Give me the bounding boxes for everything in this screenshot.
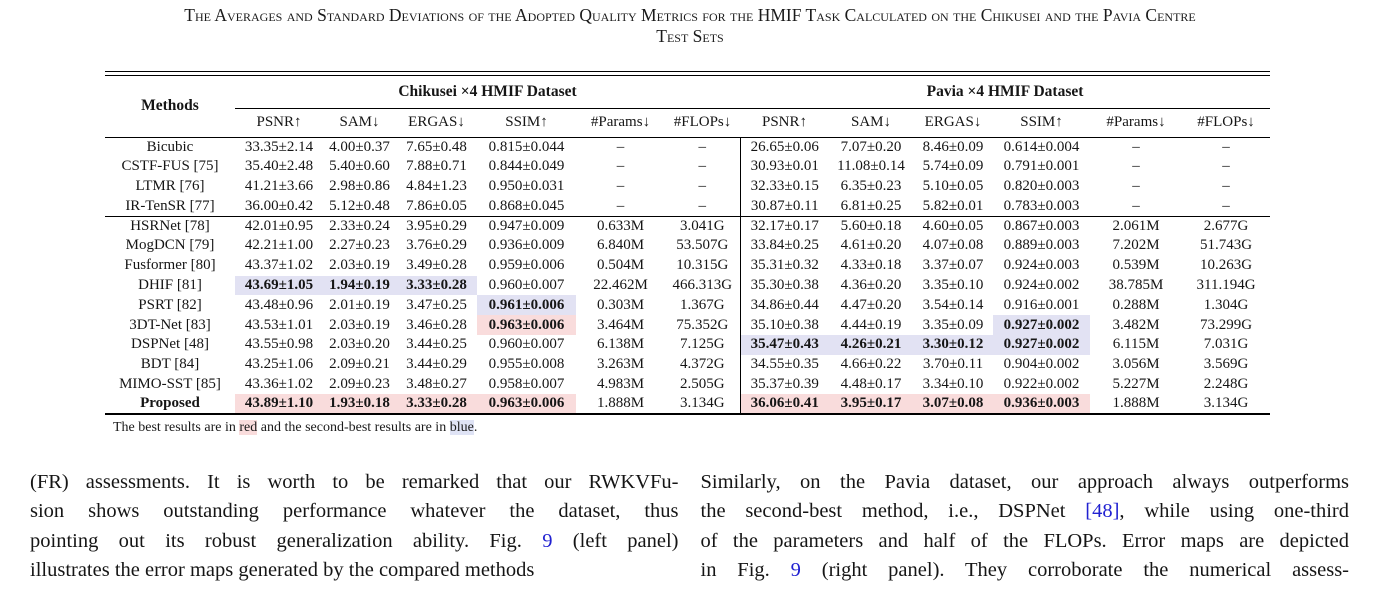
metric-value-cell: 0.958±0.007 [488, 375, 565, 392]
method-name-cell: Fusformer [80] [124, 257, 216, 274]
metric-value-cell: 0.614±0.004 [1003, 138, 1080, 155]
metric-value-cell: 7.031G [1203, 336, 1249, 353]
metric-value-cell: 36.06±0.41 [740, 394, 829, 414]
metric-header-row [105, 108, 1270, 137]
results-table-wrap [105, 71, 1270, 415]
metric-value-cell: – [698, 138, 706, 155]
metric-value-cell: 1.93±0.18 [323, 394, 396, 414]
metric-value-cell: 43.48±0.96 [244, 296, 314, 313]
metric-value-cell: 0.936±0.003 [993, 394, 1090, 414]
footnote-blue-sample: blue [449, 420, 474, 436]
metric-value-cell: 2.061M [1112, 217, 1160, 234]
table-body [105, 137, 1270, 414]
metric-value-cell: – [1222, 138, 1230, 155]
body-text-line [30, 468, 679, 497]
table-row [105, 216, 1270, 236]
metric-value-cell: 4.47±0.20 [840, 296, 902, 313]
metric-value-cell: 3.134G [1203, 395, 1249, 412]
metric-value-cell: 0.961±0.006 [477, 295, 576, 315]
metric-value-cell: 11.08±0.14 [837, 158, 905, 175]
metric-value-cell: 3.76±0.29 [406, 237, 467, 254]
metric-value-cell: 311.194G [1196, 276, 1256, 293]
body-text-segment: sion shows outstanding performance whatever the dataset, thus [30, 500, 679, 523]
metric-value-cell: 2.03±0.19 [329, 257, 390, 274]
table-row [105, 276, 1270, 296]
metric-value-cell: 7.86±0.05 [396, 196, 477, 216]
metric-value-cell: 22.462M [593, 276, 648, 293]
metric-value-cell: – [1222, 177, 1230, 194]
metric-value-cell: 0.633M [596, 217, 645, 234]
table-row [105, 196, 1270, 216]
metric-value-cell: 0.936±0.009 [488, 237, 565, 254]
metric-header: #Params↓ [576, 108, 665, 137]
metric-value-cell: 1.888M [1112, 395, 1160, 412]
metric-header: PSNR↑ [235, 108, 323, 137]
metric-value-cell: 7.202M [1112, 237, 1160, 254]
metric-header: PSNR↑ [740, 108, 829, 137]
metric-value-cell: 6.138M [596, 336, 645, 353]
metric-value-cell: – [616, 138, 625, 155]
metric-value-cell: 0.783±0.003 [993, 196, 1090, 216]
table-caption-line1: The Averages and Standard Deviations of the Adopted Quality Metrics for the HMIF Task Calculated on the Chikusei and the Pavia Centre [184, 5, 1196, 25]
metric-value-cell: 3.54±0.14 [922, 296, 984, 313]
table-row [105, 177, 1270, 197]
metric-value-cell: 42.21±1.00 [244, 237, 314, 254]
metric-value-cell: 36.00±0.42 [235, 196, 323, 216]
metric-value-cell: 8.46±0.09 [922, 138, 984, 155]
metric-value-cell: 30.93±0.01 [740, 157, 829, 177]
table-row [105, 394, 1270, 414]
table-row [105, 375, 1270, 395]
metric-value-cell: 53.507G [676, 237, 729, 254]
metric-value-cell: 4.48±0.17 [840, 375, 902, 392]
body-text-segment: (left panel) [552, 529, 679, 552]
footnote-text: The best results are in [113, 420, 240, 436]
body-text-segment: illustrates the error maps generated by the compared methods [30, 559, 535, 582]
metric-header: ERGAS↓ [913, 108, 993, 137]
metric-value-cell: 4.07±0.08 [922, 237, 984, 254]
metric-value-cell: 5.12±0.48 [323, 196, 396, 216]
metric-value-cell: – [1222, 158, 1230, 175]
metric-value-cell: 2.03±0.19 [329, 316, 390, 333]
metric-value-cell: 41.21±3.66 [244, 177, 314, 194]
metric-value-cell: 2.505G [679, 375, 725, 392]
metric-header: ERGAS↓ [396, 108, 477, 137]
metric-value-cell: 35.40±2.48 [244, 158, 314, 175]
metric-value-cell: 0.889±0.003 [1003, 237, 1080, 254]
metric-value-cell: 4.983M [596, 375, 645, 392]
table-caption-line2: Test Sets [656, 26, 724, 46]
metric-value-cell: 10.315G [676, 257, 729, 274]
metric-value-cell: 0.963±0.006 [477, 394, 576, 414]
metric-value-cell: 33.84±0.25 [740, 236, 829, 256]
table-row [105, 295, 1270, 315]
metric-value-cell: 0.868±0.045 [477, 196, 576, 216]
metric-value-cell: 43.55±0.98 [244, 336, 314, 353]
metric-value-cell: 51.743G [1199, 237, 1253, 254]
metric-value-cell: 3.263M [596, 356, 645, 373]
metric-value-cell: – [698, 177, 706, 194]
metric-value-cell: – [1132, 177, 1140, 194]
metric-value-cell: 7.65±0.48 [406, 138, 467, 155]
body-text-segment: (right panel). They corroborate the numerical assess- [800, 559, 1349, 582]
metric-value-cell: – [1090, 196, 1182, 216]
metric-value-cell: 0.927±0.002 [993, 335, 1090, 355]
body-text-line [701, 527, 1350, 556]
method-name-cell: Bicubic [146, 138, 194, 155]
metric-value-cell: 73.299G [1199, 316, 1253, 333]
methods-column-header: Methods [105, 75, 235, 137]
metric-value-cell: – [1182, 196, 1270, 216]
metric-value-cell: 5.10±0.05 [922, 177, 984, 194]
table-row [105, 355, 1270, 375]
method-name-cell: 3DT-Net [83] [129, 316, 211, 333]
metric-value-cell: 0.504M [596, 257, 645, 274]
metric-value-cell: 466.313G [672, 276, 733, 293]
metric-value-cell: 0.963±0.006 [477, 315, 576, 335]
method-name-cell: LTMR [76] [135, 177, 205, 194]
metric-value-cell: 6.35±0.23 [840, 177, 902, 194]
metric-value-cell: 3.35±0.09 [922, 316, 984, 333]
method-name-cell: Proposed [140, 395, 200, 412]
metric-value-cell: 0.924±0.002 [1003, 276, 1080, 293]
metric-value-cell: 4.84±1.23 [406, 177, 467, 194]
article-body [30, 468, 1349, 585]
table-row [105, 335, 1270, 355]
metric-value-cell: 5.40±0.60 [329, 158, 390, 175]
metric-value-cell: 10.263G [1199, 257, 1253, 274]
table-row [105, 236, 1270, 256]
metric-value-cell: 2.248G [1203, 375, 1249, 392]
metric-value-cell: – [665, 196, 740, 216]
metric-value-cell: 0.791±0.001 [1003, 158, 1080, 175]
metric-value-cell: 0.960±0.007 [488, 276, 565, 293]
body-text-line [30, 556, 679, 585]
metric-value-cell: 3.041G [679, 217, 725, 234]
metric-value-cell: 42.01±0.95 [244, 217, 314, 234]
metric-value-cell: 3.464M [596, 316, 645, 333]
results-table [105, 75, 1270, 416]
metric-value-cell: – [616, 177, 625, 194]
method-name-cell: DSPNet [48] [131, 336, 209, 353]
metric-value-cell: – [1132, 138, 1140, 155]
metric-value-cell: 3.70±0.11 [922, 356, 984, 373]
metric-value-cell: 6.115M [1112, 336, 1160, 353]
metric-value-cell: 32.33±0.15 [740, 177, 829, 197]
metric-value-cell: 3.30±0.12 [913, 335, 993, 355]
metric-value-cell: 4.61±0.20 [840, 237, 902, 254]
metric-value-cell: 0.904±0.002 [1003, 356, 1080, 373]
metric-value-cell: 2.01±0.19 [329, 296, 390, 313]
metric-value-cell: 0.916±0.001 [1003, 296, 1080, 313]
metric-value-cell: 7.125G [679, 336, 725, 353]
method-name-cell: MIMO-SST [85] [119, 375, 221, 392]
metric-value-cell: 43.89±1.10 [235, 394, 323, 414]
method-name-cell: PSRT [82] [138, 296, 202, 313]
metric-value-cell: 3.07±0.08 [913, 394, 993, 414]
metric-value-cell: 4.33±0.18 [840, 257, 902, 274]
method-name-cell: BDT [84] [140, 356, 200, 373]
metric-value-cell: 3.95±0.29 [406, 217, 467, 234]
metric-header: #FLOPs↓ [1182, 108, 1270, 137]
metric-value-cell: – [698, 158, 706, 175]
metric-value-cell: 2.27±0.23 [329, 237, 390, 254]
metric-header: SSIM↑ [477, 108, 576, 137]
metric-value-cell: 0.959±0.006 [488, 257, 565, 274]
metric-header: SSIM↑ [993, 108, 1090, 137]
metric-value-cell: 3.35±0.10 [922, 276, 984, 293]
metric-value-cell: – [1132, 158, 1140, 175]
method-name-cell: CSTF-FUS [75] [121, 158, 219, 175]
metric-value-cell: 35.31±0.32 [740, 256, 829, 276]
metric-value-cell: 3.569G [1203, 356, 1249, 373]
table-row [105, 137, 1270, 157]
metric-value-cell: 4.26±0.21 [829, 335, 913, 355]
metric-value-cell: 7.88±0.71 [406, 158, 467, 175]
body-text-line [30, 527, 679, 556]
table-row [105, 157, 1270, 177]
method-name-cell: IR-TenSR [77] [105, 196, 235, 216]
metric-value-cell: 7.07±0.20 [840, 138, 902, 155]
pavia-group-header: Pavia ×4 HMIF Dataset [740, 75, 1270, 108]
metric-value-cell: 3.44±0.29 [406, 356, 467, 373]
method-name-cell: HSRNet [78] [130, 217, 210, 234]
reference-link[interactable]: 9 [542, 529, 553, 552]
table-caption [0, 5, 1380, 47]
metric-value-cell: 38.785M [1108, 276, 1164, 293]
metric-value-cell: 0.960±0.007 [488, 336, 565, 353]
metric-value-cell: 26.65±0.06 [740, 137, 829, 157]
metric-value-cell: 4.60±0.05 [922, 217, 984, 234]
metric-value-cell: 35.10±0.38 [740, 315, 829, 335]
metric-value-cell: 2.03±0.20 [329, 336, 390, 353]
metric-value-cell: 2.98±0.86 [329, 177, 390, 194]
metric-value-cell: 5.82±0.01 [913, 196, 993, 216]
metric-value-cell: 2.09±0.21 [329, 356, 390, 373]
body-text-segment: , while using one-third [1119, 500, 1349, 523]
metric-value-cell: 3.134G [679, 395, 725, 412]
results-table-zone [105, 71, 1270, 415]
body-text-segment: of the parameters and half of the FLOPs. Error maps are depicted [700, 529, 1349, 552]
metric-value-cell: 1.367G [679, 296, 725, 313]
body-text-segment: Similarly, on the Pavia dataset, our approach always outperforms [700, 471, 1349, 494]
metric-value-cell: 75.352G [676, 316, 729, 333]
body-text-segment: (FR) assessments. It is worth to be remarked that our RWKVFu- [30, 471, 679, 494]
body-text-line [30, 497, 679, 526]
metric-value-cell: – [576, 196, 665, 216]
metric-value-cell: 2.09±0.23 [329, 375, 390, 392]
body-text-line [701, 497, 1350, 526]
metric-value-cell: 3.44±0.25 [406, 336, 467, 353]
metric-value-cell: 4.00±0.37 [329, 138, 390, 155]
metric-value-cell: 0.815±0.044 [488, 138, 565, 155]
metric-value-cell: 43.25±1.06 [244, 356, 314, 373]
metric-header: SAM↓ [829, 108, 913, 137]
metric-value-cell: – [616, 158, 625, 175]
metric-value-cell: 35.47±0.43 [740, 335, 829, 355]
metric-value-cell: 2.677G [1203, 217, 1249, 234]
metric-value-cell: 3.95±0.17 [829, 394, 913, 414]
metric-value-cell: 6.81±0.25 [829, 196, 913, 216]
metric-value-cell: 43.37±1.02 [244, 257, 314, 274]
body-text-segment: in Fig. [700, 559, 791, 582]
metric-value-cell: 5.74±0.09 [922, 158, 984, 175]
metric-value-cell: 6.840M [596, 237, 645, 254]
metric-value-cell: 43.69±1.05 [235, 276, 323, 296]
metric-value-cell: 33.35±2.14 [244, 138, 314, 155]
reference-link[interactable]: [48] [1085, 500, 1120, 523]
footnote-text: . [473, 420, 478, 436]
metric-header: #FLOPs↓ [665, 108, 740, 137]
method-name-cell: MogDCN [79] [125, 237, 215, 254]
metric-value-cell: 1.94±0.19 [323, 276, 396, 296]
metric-value-cell: 3.33±0.28 [396, 394, 477, 414]
body-text-segment: pointing out its robust generalization ability. Fig. [30, 529, 543, 552]
metric-value-cell: 34.55±0.35 [740, 355, 829, 375]
metric-value-cell: 3.33±0.28 [396, 276, 477, 296]
metric-value-cell: 0.955±0.008 [488, 356, 565, 373]
body-column-left [30, 468, 679, 585]
reference-link[interactable]: 9 [790, 559, 801, 582]
metric-value-cell: 32.17±0.17 [740, 216, 829, 236]
metric-value-cell: 4.66±0.22 [840, 356, 902, 373]
metric-value-cell: 0.950±0.031 [488, 177, 565, 194]
metric-value-cell: 0.947±0.009 [488, 217, 565, 234]
metric-value-cell: 0.288M [1112, 296, 1160, 313]
metric-value-cell: 0.303M [596, 296, 645, 313]
metric-value-cell: 3.37±0.07 [922, 257, 984, 274]
body-text-segment: the second-best method, i.e., DSPNet [700, 500, 1086, 523]
metric-value-cell: 3.48±0.27 [406, 375, 467, 392]
metric-value-cell: 0.922±0.002 [1003, 375, 1080, 392]
metric-value-cell: 2.33±0.24 [329, 217, 390, 234]
metric-value-cell: 3.49±0.28 [406, 257, 467, 274]
metric-value-cell: 3.46±0.28 [406, 316, 467, 333]
metric-value-cell: 4.36±0.20 [840, 276, 902, 293]
metric-value-cell: 5.227M [1112, 375, 1160, 392]
metric-value-cell: 5.60±0.18 [840, 217, 902, 234]
metric-value-cell: 0.867±0.003 [1003, 217, 1080, 234]
body-text-line [701, 468, 1350, 497]
metric-value-cell: 1.888M [596, 395, 645, 412]
metric-value-cell: 35.30±0.38 [740, 276, 829, 296]
chikusei-group-header: Chikusei ×4 HMIF Dataset [235, 75, 740, 108]
metric-value-cell: 43.36±1.02 [244, 375, 314, 392]
metric-value-cell: 3.056M [1112, 356, 1160, 373]
metric-value-cell: 3.47±0.25 [406, 296, 467, 313]
metric-value-cell: 4.372G [679, 356, 725, 373]
metric-value-cell: 0.927±0.002 [993, 315, 1090, 335]
table-row [105, 256, 1270, 276]
metric-value-cell: 35.37±0.39 [740, 375, 829, 395]
metric-header: SAM↓ [323, 108, 396, 137]
metric-value-cell: 1.304G [1203, 296, 1249, 313]
metric-value-cell: 3.34±0.10 [922, 375, 984, 392]
metric-header: #Params↓ [1090, 108, 1182, 137]
metric-value-cell: 34.86±0.44 [740, 295, 829, 315]
body-text-line [701, 556, 1350, 585]
metric-value-cell: 4.44±0.19 [840, 316, 902, 333]
metric-value-cell: 3.482M [1112, 316, 1160, 333]
method-name-cell: DHIF [81] [138, 276, 202, 293]
body-column-right [701, 468, 1350, 585]
metric-value-cell: 30.87±0.11 [740, 196, 829, 216]
metric-value-cell: 0.844±0.049 [488, 158, 565, 175]
metric-value-cell: 0.539M [1112, 257, 1160, 274]
table-row [105, 315, 1270, 335]
footnote-red-sample: red [239, 420, 258, 436]
metric-value-cell: 43.53±1.01 [244, 316, 314, 333]
metric-value-cell: 0.820±0.003 [1003, 177, 1080, 194]
table-footnote [113, 420, 1380, 436]
footnote-text: and the second-best results are in [257, 420, 450, 436]
metric-value-cell: 0.924±0.003 [1003, 257, 1080, 274]
